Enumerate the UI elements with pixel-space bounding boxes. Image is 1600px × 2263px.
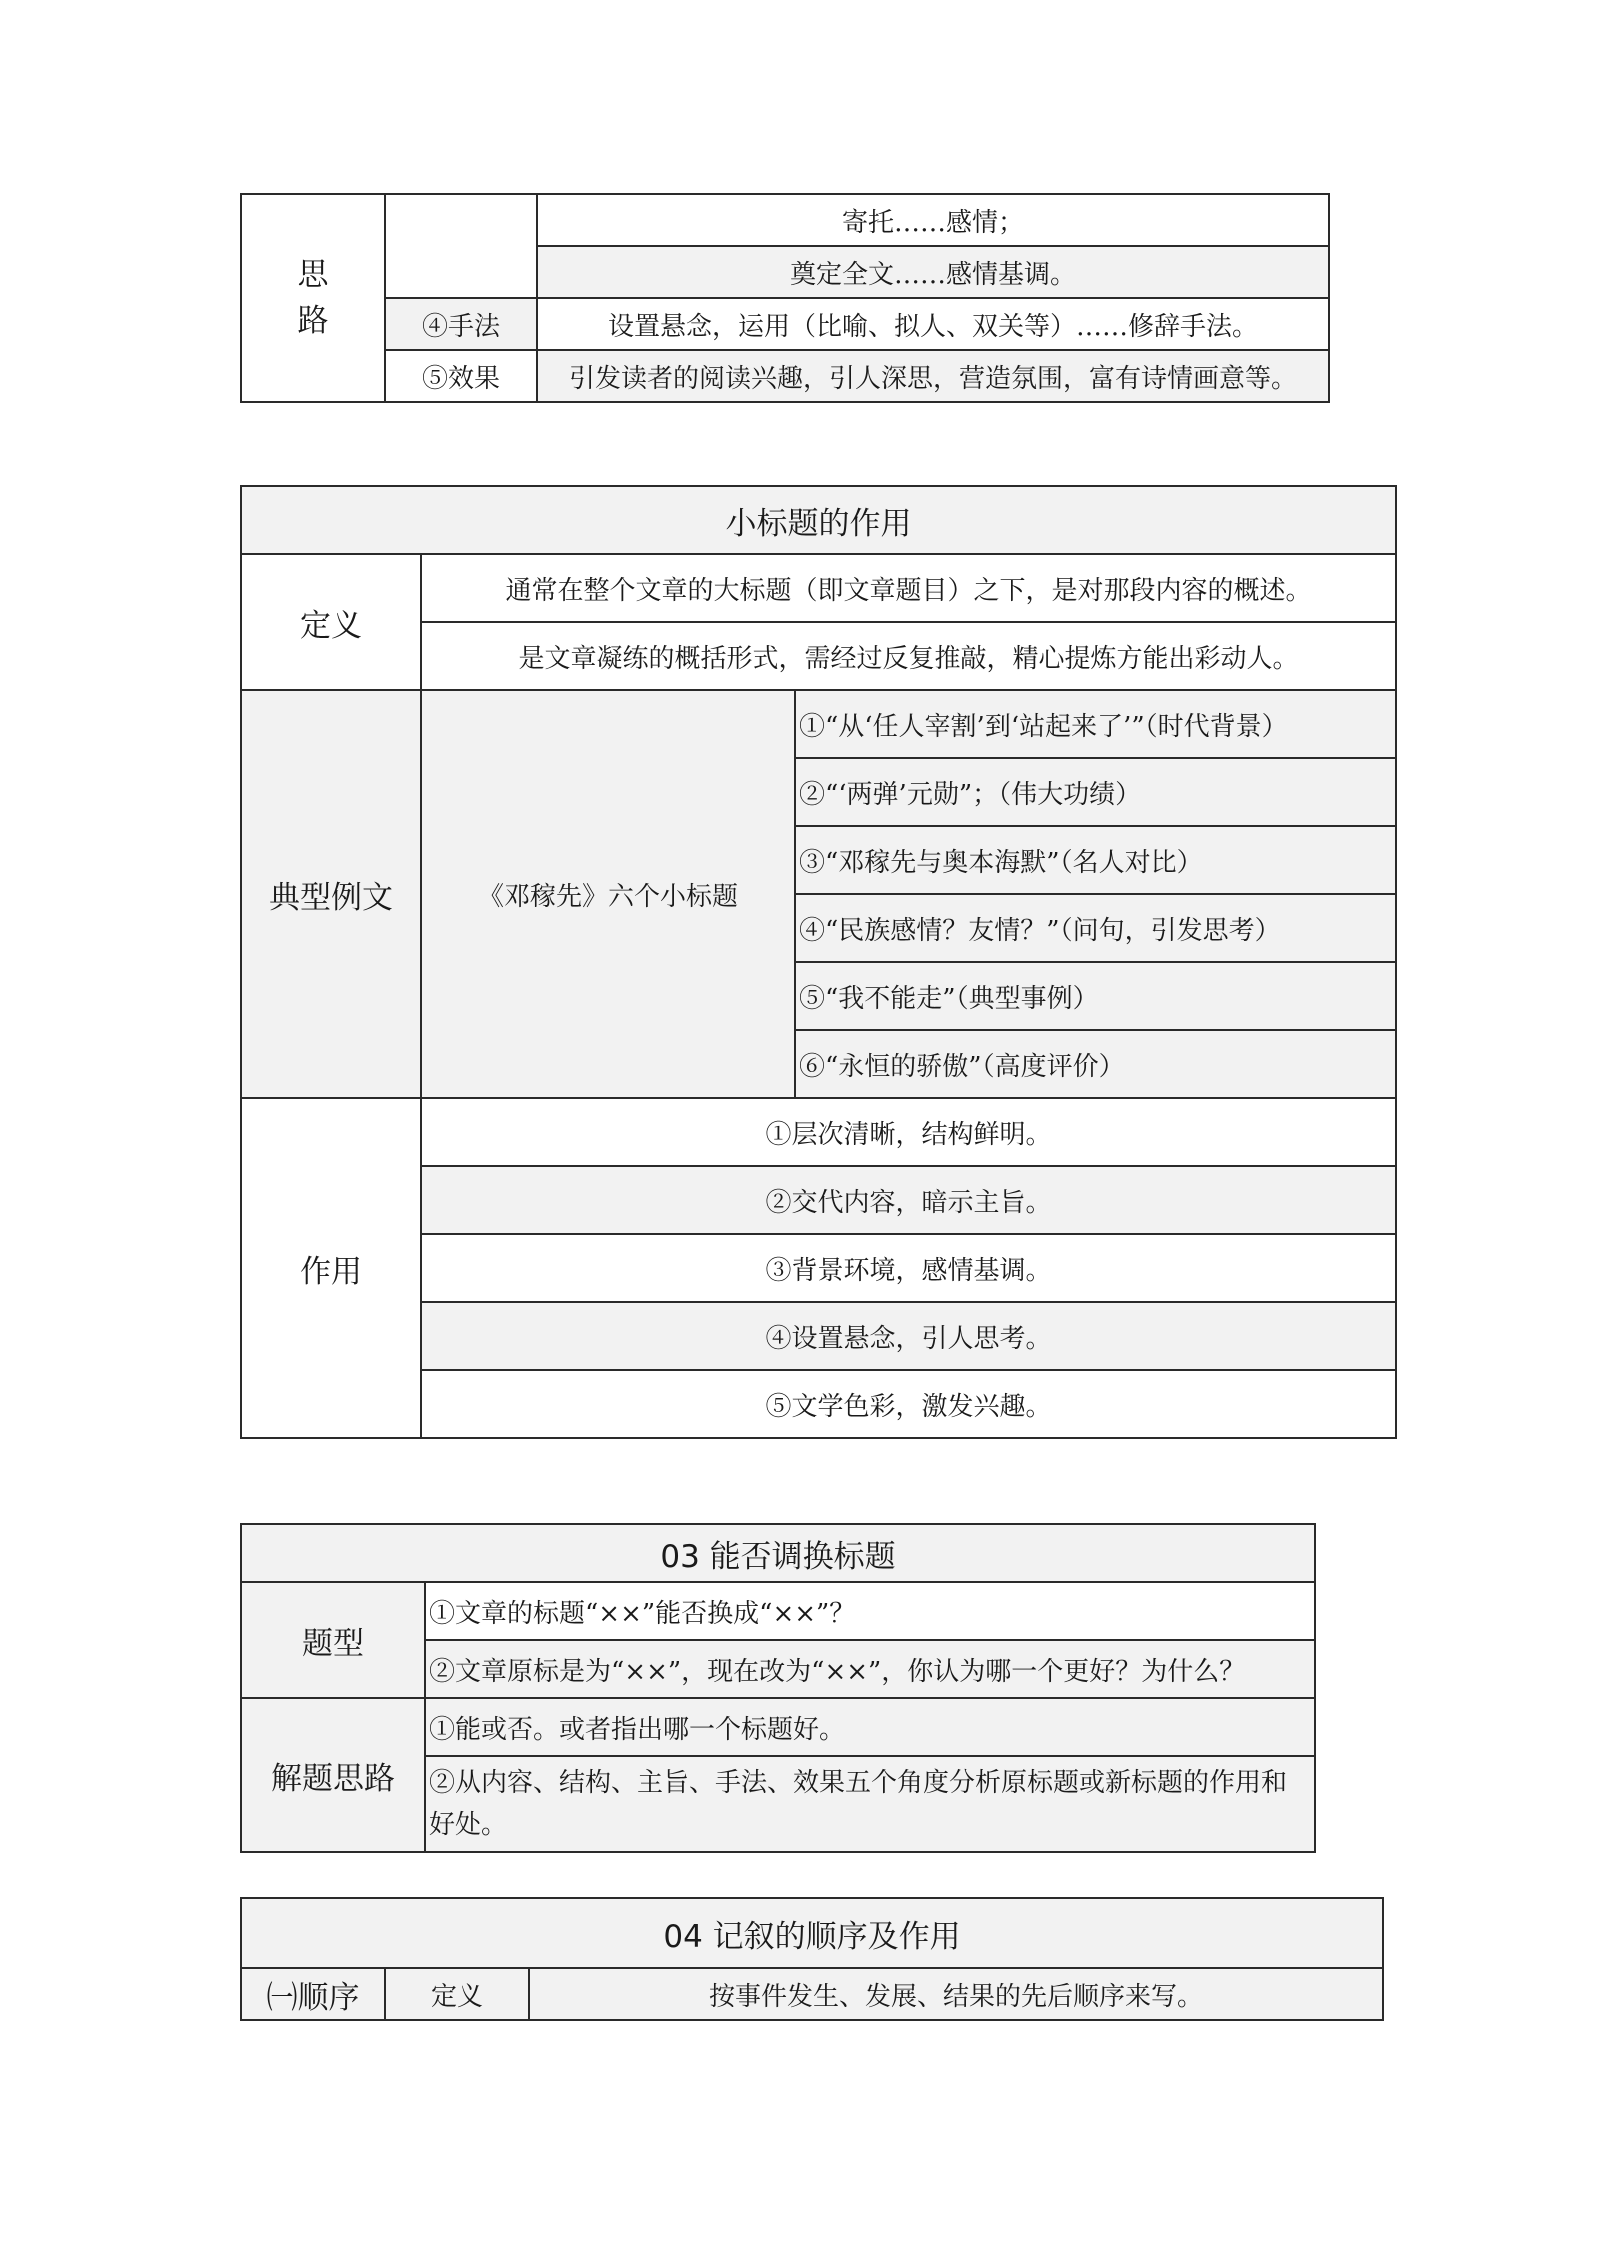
function-item: ⑤文学色彩，激发兴趣。 (421, 1370, 1396, 1438)
example-source: 《邓稼先》六个小标题 (421, 690, 795, 1098)
question-type-label: 题型 (241, 1582, 425, 1698)
example-item: ②“‘两弹’元勋”；（伟大功绩） (795, 758, 1396, 826)
function-item: ①层次清晰，结构鲜明。 (421, 1098, 1396, 1166)
subtitle-table (240, 485, 1397, 1439)
approach-sub-label: ⑤效果 (385, 350, 537, 402)
example-item: ③“邓稼先与奥本海默”（名人对比） (795, 826, 1396, 894)
approach-cell: 奠定全文……感情基调。 (537, 246, 1329, 298)
solution-approach-label: 解题思路 (241, 1698, 425, 1852)
approach-label-char-1: 思 (297, 257, 329, 293)
chronological-definition-text: 按事件发生、发展、结果的先后顺序来写。 (529, 1968, 1383, 2020)
subtitle-table-title: 小标题的作用 (241, 486, 1396, 554)
function-label: 作用 (241, 1098, 421, 1438)
approach-sub-label-empty (385, 194, 537, 298)
function-item: ④设置悬念，引人思考。 (421, 1302, 1396, 1370)
example-item: ⑥“永恒的骄傲”（高度评价） (795, 1030, 1396, 1098)
function-item: ③背景环境，感情基调。 (421, 1234, 1396, 1302)
narrative-order-table (240, 1897, 1384, 2021)
example-item: ⑤“我不能走”（典型事例） (795, 962, 1396, 1030)
definition-line: 是文章凝练的概括形式，需经过反复推敲，精心提炼方能出彩动人。 (421, 622, 1396, 690)
definition-line: 通常在整个文章的大标题（即文章题目）之下，是对那段内容的概述。 (421, 554, 1396, 622)
approach-cell: 引发读者的阅读兴趣，引人深思，营造氛围，富有诗情画意等。 (537, 350, 1329, 402)
approach-label-char-2: 路 (297, 303, 329, 339)
function-item: ②交代内容，暗示主旨。 (421, 1166, 1396, 1234)
example-item: ④“民族感情？友情？”（问句，引发思考） (795, 894, 1396, 962)
approach-cell: 寄托……感情； (537, 194, 1329, 246)
example-label: 典型例文 (241, 690, 421, 1098)
approach-cell: 设置悬念，运用（比喻、拟人、双关等）……修辞手法。 (537, 298, 1329, 350)
question-type-item: ①文章的标题“××”能否换成“××”？ (425, 1582, 1315, 1640)
approach-sub-label: ④手法 (385, 298, 537, 350)
replace-title-heading: 03 能否调换标题 (241, 1524, 1315, 1582)
narrative-order-heading: 04 记叙的顺序及作用 (241, 1898, 1383, 1968)
chronological-definition-label: 定义 (385, 1968, 529, 2020)
question-type-item: ②文章原标是为“××”，现在改为“××”，你认为哪一个更好？为什么？ (425, 1640, 1315, 1698)
definition-label: 定义 (241, 554, 421, 690)
example-item: ①“从‘任人宰割’到‘站起来了’”（时代背景） (795, 690, 1396, 758)
solution-approach-item: ②从内容、结构、主旨、手法、效果五个角度分析原标题或新标题的作用和好处。 (425, 1756, 1315, 1852)
chronological-order-label: ㈠顺序 (241, 1968, 385, 2020)
approach-table (240, 193, 1330, 403)
approach-row-label (241, 194, 385, 402)
solution-approach-item: ①能或否。或者指出哪一个标题好。 (425, 1698, 1315, 1756)
replace-title-table (240, 1523, 1316, 1853)
